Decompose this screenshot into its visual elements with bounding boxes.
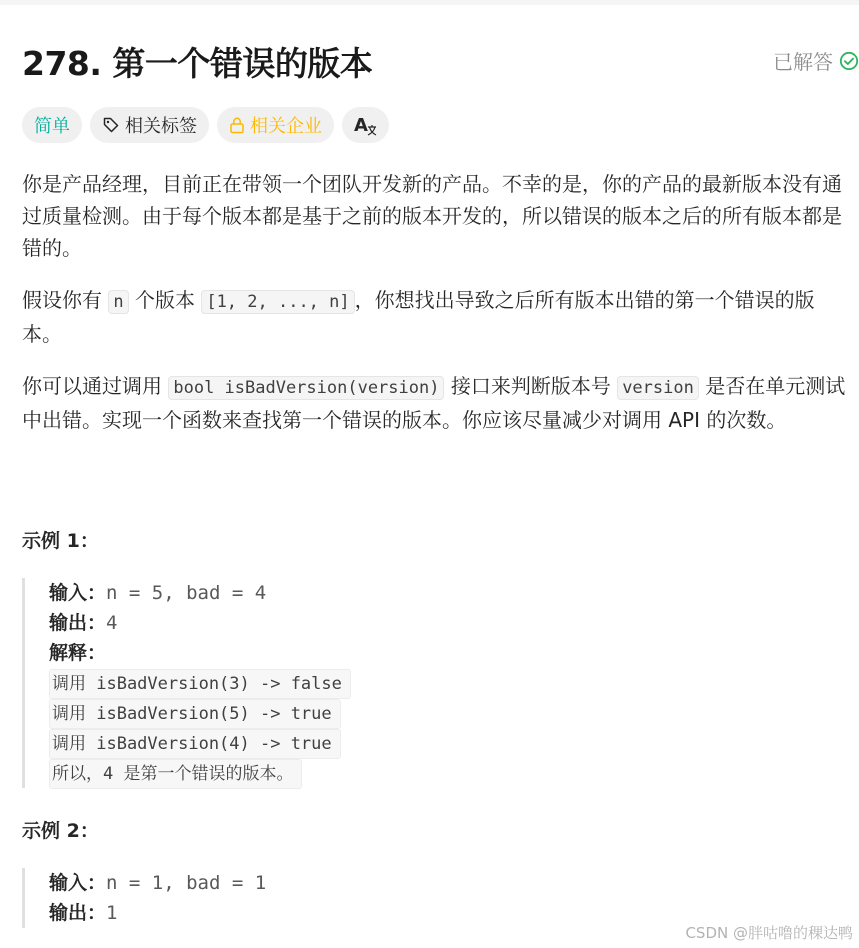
related-companies-label: 相关企业 <box>250 116 322 137</box>
description-paragraph: 你是产品经理，目前正在带领一个团队开发新的产品。不幸的是，你的产品的最新版本没有通过质量检测。由于每个版本都是基于之前的版本开发的，所以错误的版本之后的所有版本都是错的。 <box>22 172 842 260</box>
solved-status-label: 已解答 <box>773 50 833 74</box>
description-text: 是否在单元测试中出错。实现一个函数来查找第一个错误的版本。你应该尽量减少对调用 API 的次数。 <box>22 374 846 432</box>
example-input <box>49 868 266 898</box>
translate-letter: A <box>354 114 368 136</box>
top-strip <box>0 0 859 5</box>
tag-bar <box>22 107 389 143</box>
description-text: 假设你有 <box>22 288 109 312</box>
explanation-label: 解释： <box>49 642 107 664</box>
inline-code: bool isBadVersion(version) <box>168 376 444 400</box>
problem-description <box>22 168 852 456</box>
example-title: 示例 1： <box>22 530 99 552</box>
title-row <box>22 38 859 88</box>
difficulty-tag[interactable] <box>22 107 82 143</box>
difficulty-label: 简单 <box>34 116 70 137</box>
example-explanation <box>49 638 351 668</box>
translate-button[interactable] <box>342 107 389 143</box>
example-output <box>49 608 351 638</box>
related-tags-label: 相关标签 <box>125 116 197 137</box>
inline-code: n <box>108 290 128 314</box>
description-paragraph <box>22 284 852 350</box>
description-text: 接口来判断版本号 <box>444 374 618 398</box>
solved-status <box>773 46 859 75</box>
explanation-code: 调用 isBadVersion(4) -> true <box>49 729 341 759</box>
lock-icon <box>229 116 245 134</box>
watermark: CSDN @胖咕噜的稞达鸭 <box>685 924 853 942</box>
input-value: n = 1, bad = 1 <box>106 872 267 894</box>
example-output <box>49 898 266 928</box>
page-title: 278. 第一个错误的版本 <box>22 44 373 83</box>
output-label: 输出： <box>49 612 107 634</box>
example-input <box>49 578 351 608</box>
related-companies-button[interactable] <box>217 107 334 143</box>
example-title: 示例 2： <box>22 820 99 842</box>
related-tags-button[interactable] <box>90 107 209 143</box>
description-text: 个版本 <box>128 288 202 312</box>
explanation-line <box>49 698 351 728</box>
explanation-code: 调用 isBadVersion(5) -> true <box>49 699 341 729</box>
inline-code: version <box>617 376 699 400</box>
translate-icon <box>354 115 377 136</box>
input-label: 输入： <box>49 872 107 894</box>
check-circle-icon <box>839 51 859 71</box>
inline-code: [1, 2, ..., n] <box>201 290 354 314</box>
explanation-code: 所以，4 是第一个错误的版本。 <box>49 759 302 789</box>
description-paragraph <box>22 370 852 436</box>
tag-icon <box>102 116 120 134</box>
description-text: 你可以通过调用 <box>22 374 169 398</box>
explanation-line <box>49 758 351 788</box>
input-value: n = 5, bad = 4 <box>106 582 267 604</box>
input-label: 输入： <box>49 582 107 604</box>
explanation-line <box>49 728 351 758</box>
output-label: 输出： <box>49 902 107 924</box>
output-value: 1 <box>106 902 118 924</box>
explanation-code: 调用 isBadVersion(3) -> false <box>49 669 351 699</box>
example-block <box>22 578 351 788</box>
output-value: 4 <box>106 612 118 634</box>
example-block <box>22 868 266 928</box>
description-text: ，你想找出导致之后所有版本出错的第一个错误的版本。 <box>22 288 815 346</box>
explanation-line <box>49 668 351 698</box>
